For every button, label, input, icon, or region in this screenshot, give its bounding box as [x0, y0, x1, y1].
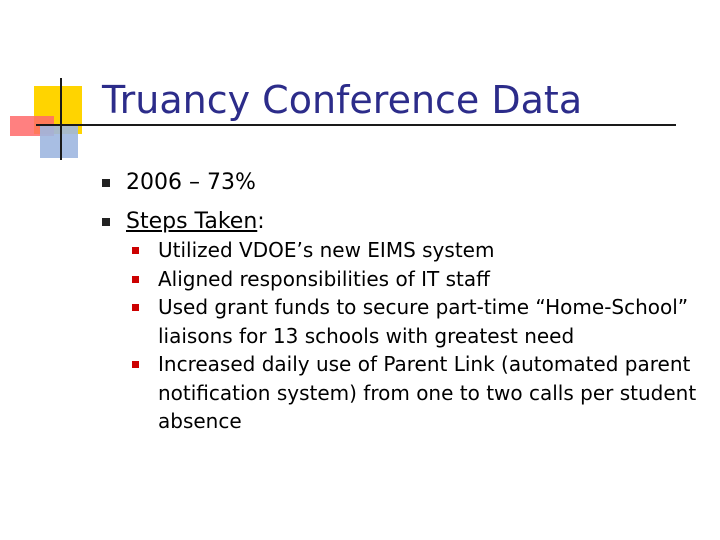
sub-bullet-item — [158, 350, 706, 436]
sub-bullet-text: Aligned responsibilities of IT staff — [158, 266, 490, 291]
red-square-bullet-icon — [132, 276, 139, 283]
bullet-text: 2006 – 73% — [126, 170, 256, 195]
square-bullet-icon — [102, 179, 110, 187]
title-underline-rule — [36, 124, 676, 126]
logo-vertical-line — [60, 78, 62, 160]
bullet-item-steps — [126, 207, 706, 436]
square-bullet-icon — [102, 218, 110, 226]
red-square-bullet-icon — [132, 361, 139, 368]
sub-bullet-item — [158, 293, 706, 350]
steps-taken-colon: : — [257, 209, 265, 234]
sub-bullet-text: Used grant funds to secure part-time “Home-School” liaisons for 13 schools with greatest need — [158, 295, 689, 348]
red-square-bullet-icon — [132, 247, 139, 254]
sub-bullet-list — [158, 236, 706, 436]
steps-taken-label: Steps Taken — [126, 209, 258, 234]
bullet-item-2006 — [126, 168, 706, 197]
logo-blue-square — [40, 124, 78, 158]
slide-title: Truancy Conference Data — [102, 78, 583, 122]
sub-bullet-text: Utilized VDOE’s new EIMS system — [158, 238, 495, 262]
sub-bullet-text: Increased daily use of Parent Link (automated parent notification system) from one to two calls per student absence — [158, 352, 697, 433]
bullet-list — [126, 168, 706, 446]
red-square-bullet-icon — [132, 304, 139, 311]
sub-bullet-item — [158, 236, 706, 265]
sub-bullet-item — [158, 265, 706, 294]
